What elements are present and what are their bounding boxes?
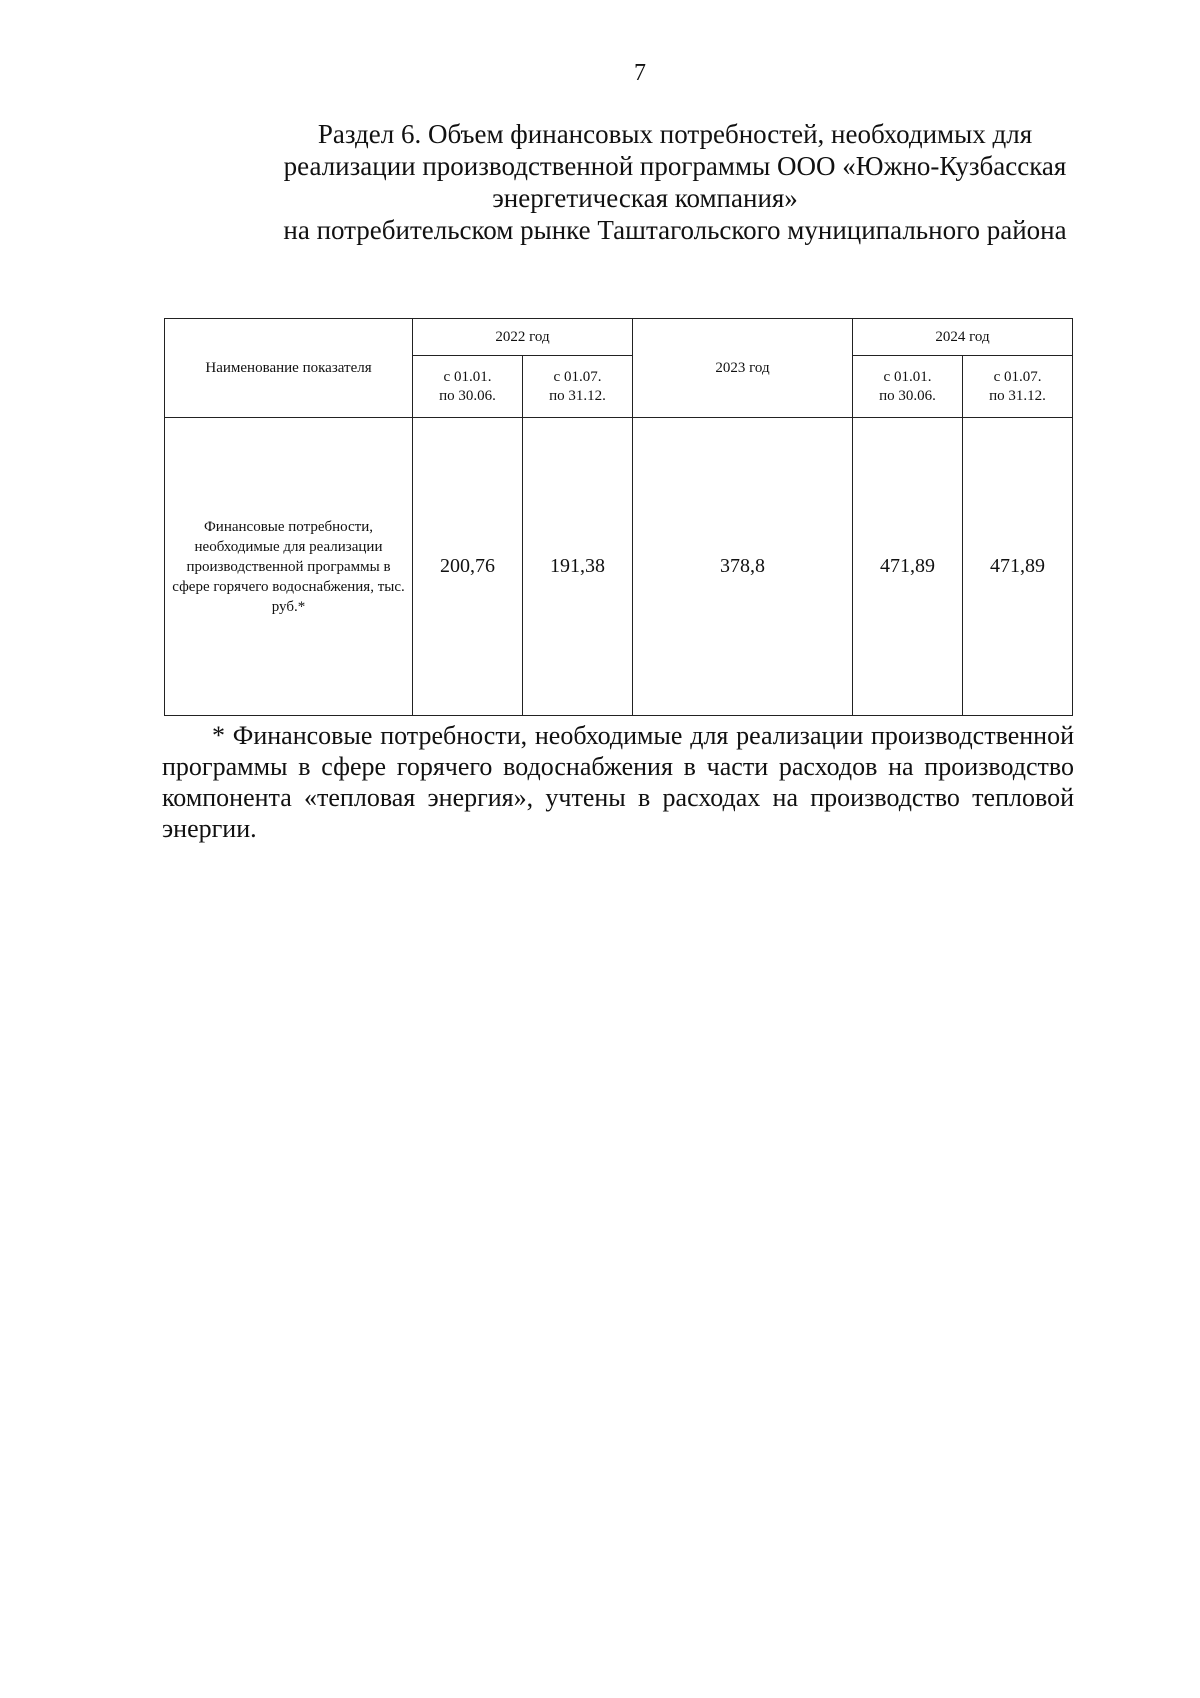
financial-needs-table bbox=[164, 318, 1073, 716]
heading-line-2: реализации производственной программы ООО «Южно-Кузбасская bbox=[283, 151, 1067, 181]
header-year-2024: 2024 год bbox=[853, 319, 1073, 356]
value-2024-h1: 471,89 bbox=[853, 418, 963, 716]
section-heading bbox=[260, 118, 1090, 246]
page-number: 7 bbox=[634, 60, 646, 86]
heading-line-1: Раздел 6. Объем финансовых потребностей, необходимых для bbox=[317, 119, 1033, 149]
row-label: Финансовые потребности, необходимые для реализации производственной программы в сфере горячего водоснабжения, тыс. руб.* bbox=[165, 418, 413, 716]
footnote bbox=[162, 720, 1074, 844]
footnote-star: * bbox=[212, 721, 225, 750]
table-row bbox=[165, 418, 1073, 716]
header-2024-h1: с 01.01. по 30.06. bbox=[853, 356, 963, 418]
header-indicator-name: Наименование показателя bbox=[165, 319, 413, 418]
header-year-2023: 2023 год bbox=[633, 319, 853, 418]
header-year-2022: 2022 год bbox=[413, 319, 633, 356]
value-2022-h1: 200,76 bbox=[413, 418, 523, 716]
footnote-text: Финансовые потребности, необходимые для реализации производственной программы в сфере горячего водоснабжения в части расходов на производство компонента «тепловая энергия», учтены в расходах на производство тепловой энергии. bbox=[162, 721, 1074, 843]
value-2023: 378,8 bbox=[633, 418, 853, 716]
header-2024-h2: с 01.07. по 31.12. bbox=[963, 356, 1073, 418]
header-2022-h2: с 01.07. по 31.12. bbox=[523, 356, 633, 418]
value-2022-h2: 191,38 bbox=[523, 418, 633, 716]
heading-line-3: энергетическая компания» bbox=[492, 183, 798, 213]
value-2024-h2: 471,89 bbox=[963, 418, 1073, 716]
table-header-row bbox=[165, 319, 1073, 356]
header-2022-h1: с 01.01. по 30.06. bbox=[413, 356, 523, 418]
heading-line-4: на потребительском рынке Таштагольского муниципального района bbox=[283, 215, 1067, 245]
